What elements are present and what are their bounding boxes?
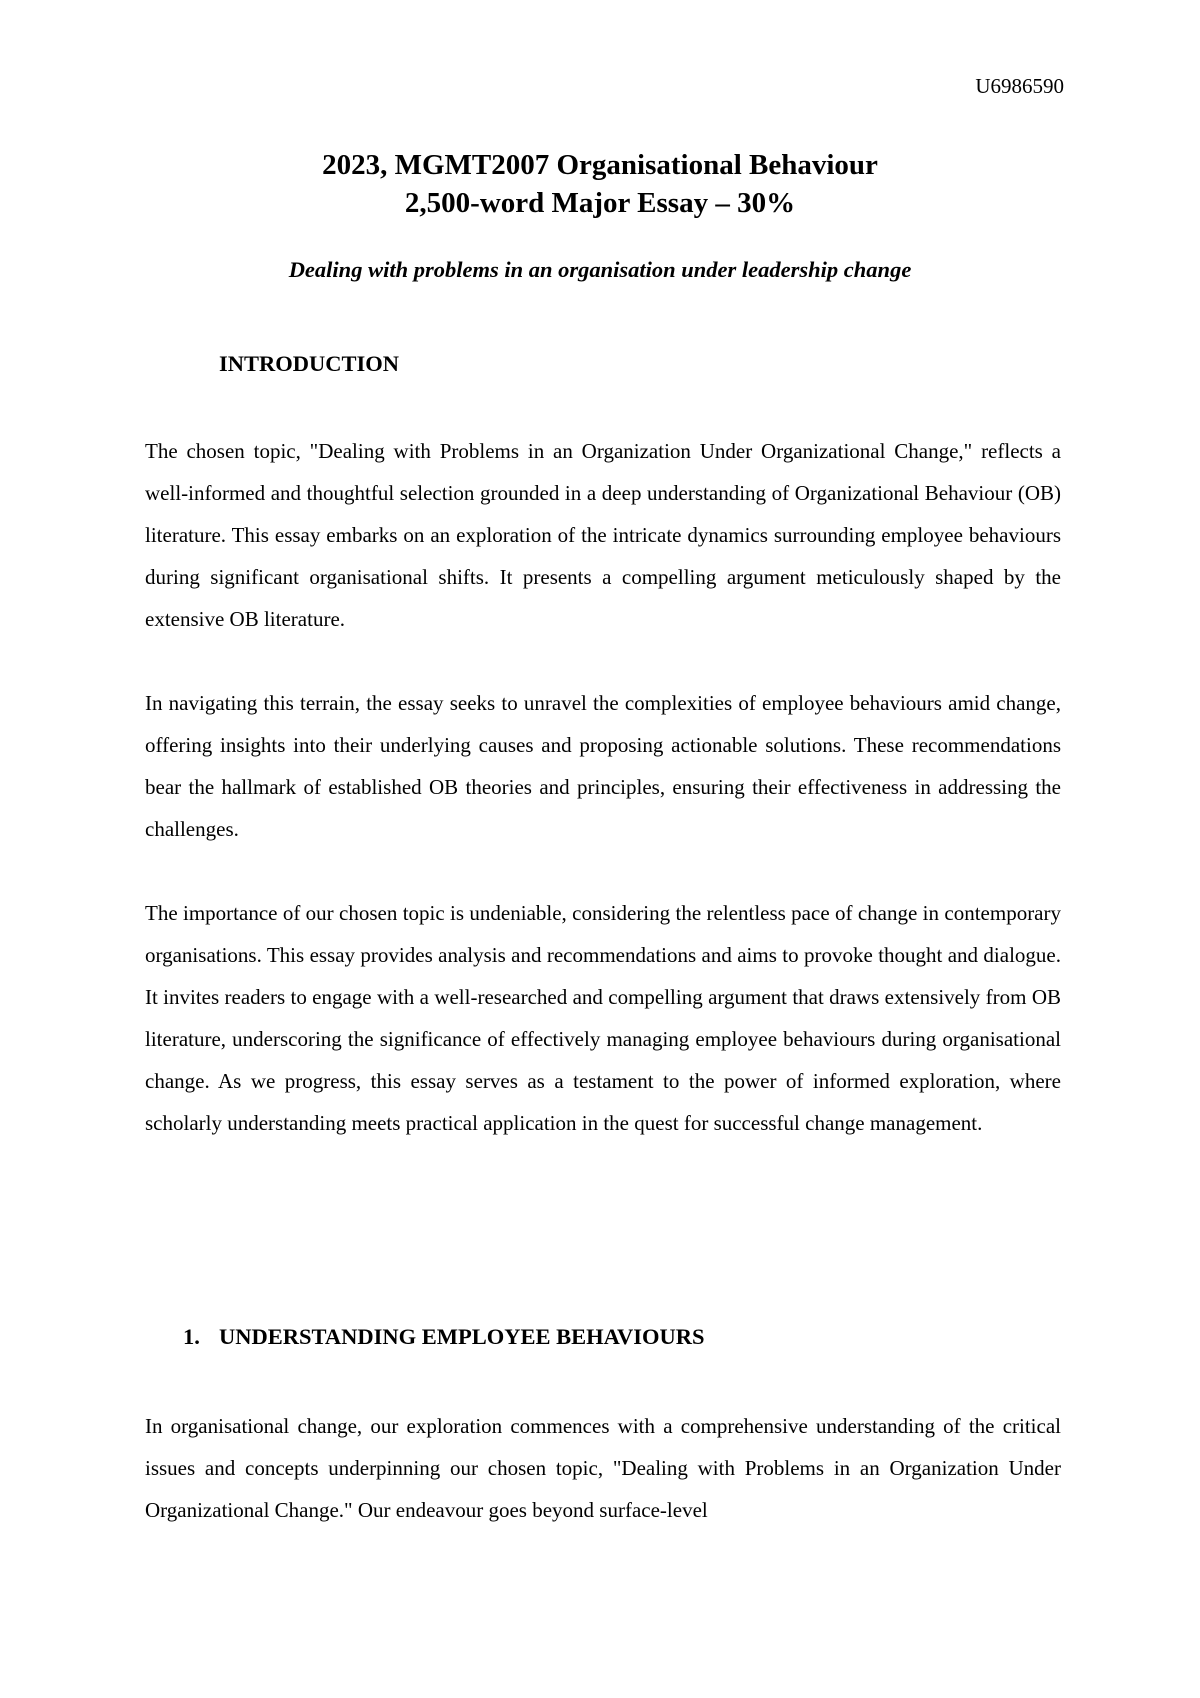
section-1-paragraph-1: In organisational change, our exploration commences with a comprehensive understanding of the critical issues and concepts underpinning our chosen topic, "Dealing with Problems in an Organization Under Organizational Change." Our endeavour goes beyond surface-level — [145, 1414, 1061, 1522]
essay-title-line-2: 2,500-word Major Essay – 30% — [404, 187, 796, 219]
essay-subtitle: Dealing with problems in an organisation under leadership change — [288, 257, 912, 282]
intro-paragraph-2: In navigating this terrain, the essay seeks to unravel the complexities of employee behaviours amid change, offering insights into their underlying causes and proposing actionable solutions. These recommendations bear the hallmark of established OB theories and principles, ensuring their effectiveness in addressing the challenges. — [145, 691, 1061, 841]
student-id: U6986590 — [975, 74, 1064, 98]
section-heading-introduction: INTRODUCTION — [219, 351, 400, 376]
essay-title — [0, 146, 1200, 222]
section-number: 1. — [183, 1324, 200, 1349]
section-heading-text: UNDERSTANDING EMPLOYEE BEHAVIOURS — [219, 1324, 705, 1349]
section-heading-understanding — [183, 1323, 705, 1351]
essay-title-line-1: 2023, MGMT2007 Organisational Behaviour — [322, 149, 878, 181]
intro-paragraph-3: The importance of our chosen topic is undeniable, considering the relentless pace of change in contemporary organisations. This essay provides analysis and recommendations and aims to provoke thought and dialogue. It invites readers to engage with a well-researched and compelling argument that draws extensively from OB literature, underscoring the significance of effectively managing employee behaviours during organisational change. As we progress, this essay serves as a testament to the power of informed exploration, where scholarly understanding meets practical application in the quest for successful change management. — [145, 901, 1061, 1135]
intro-paragraph-1: The chosen topic, "Dealing with Problems in an Organization Under Organizational Change," reflects a well-informed and thoughtful selection grounded in a deep understanding of Organizational Behaviour (OB) literature. This essay embarks on an exploration of the intricate dynamics surrounding employee behaviours during significant organisational shifts. It presents a compelling argument meticulously shaped by the extensive OB literature. — [145, 439, 1061, 631]
